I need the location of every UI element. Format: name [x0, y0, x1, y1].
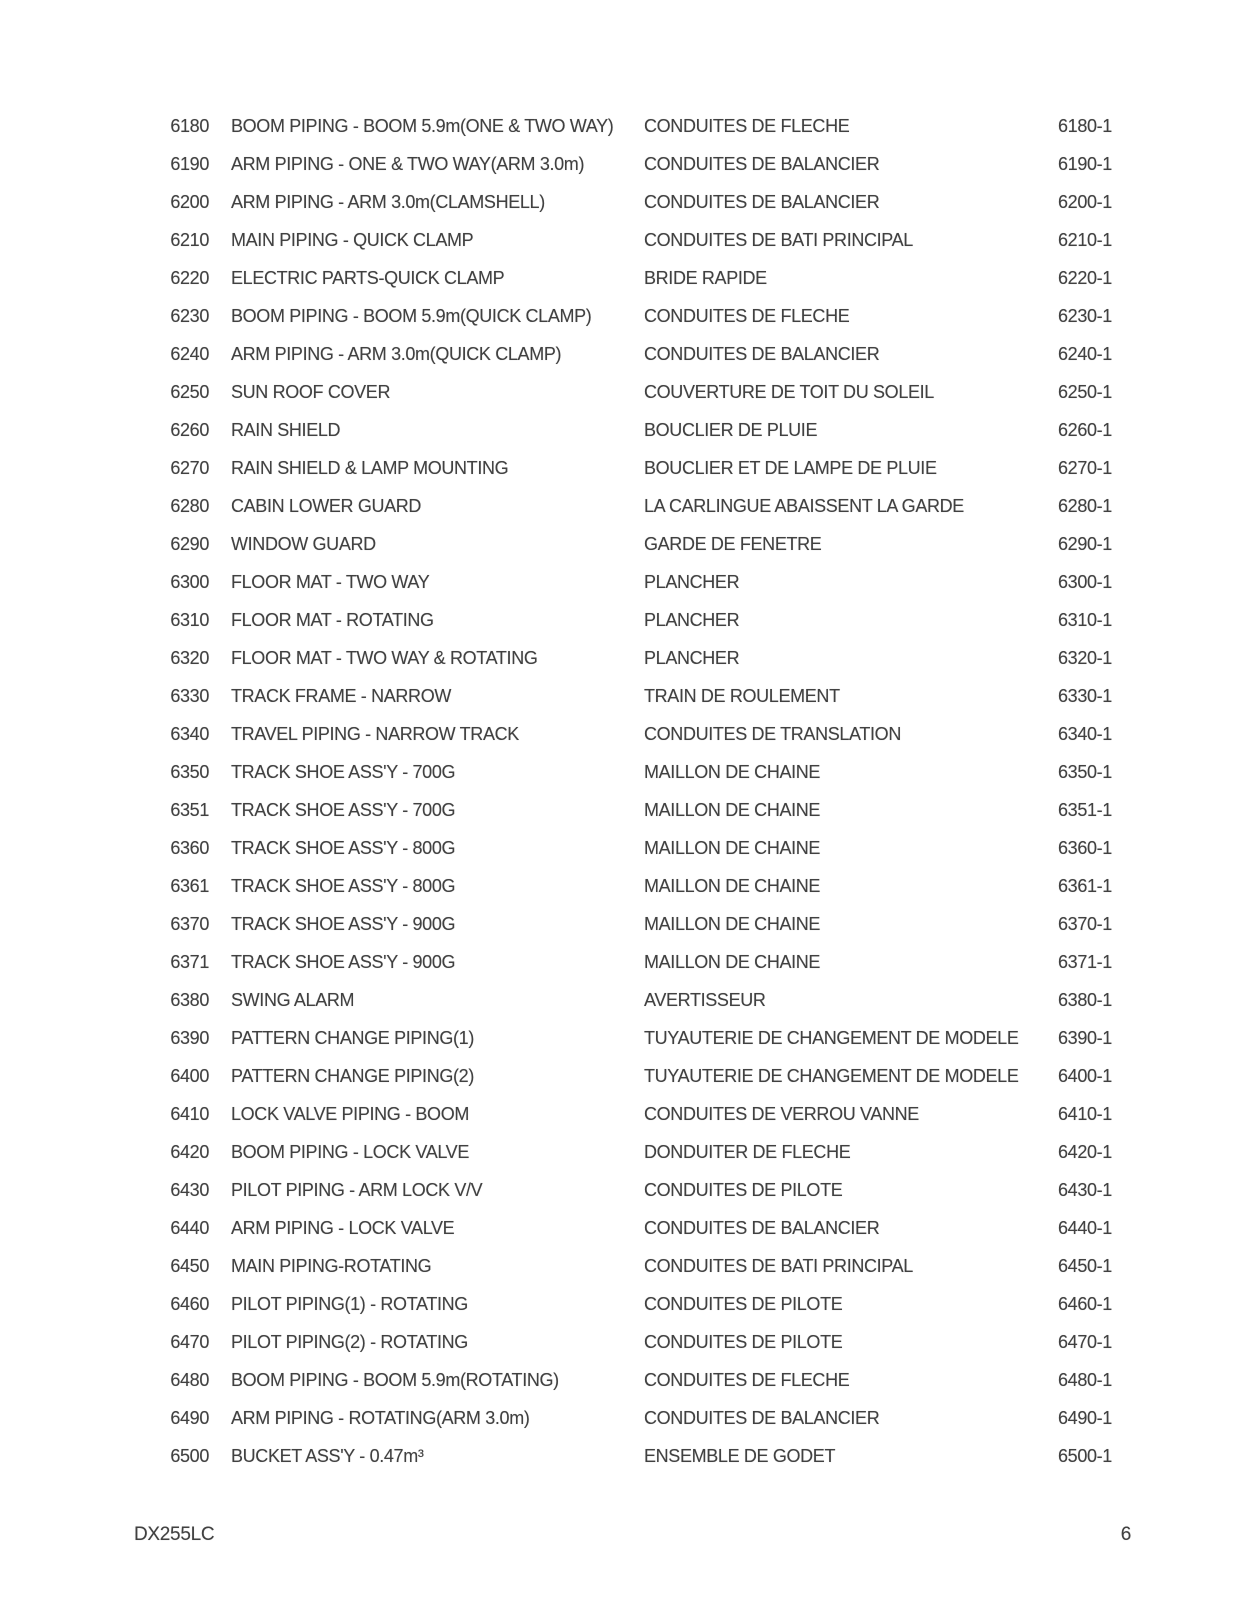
section-code: 6460 [170, 1294, 209, 1314]
page-footer [0, 1516, 1236, 1554]
parts-table [0, 107, 1236, 1475]
description-en: TRACK SHOE ASS'Y - 700G [231, 800, 456, 820]
page-reference: 6220-1 [1058, 268, 1112, 288]
description-en: RAIN SHIELD [231, 420, 341, 440]
section-code: 6400 [170, 1066, 209, 1086]
section-code: 6230 [170, 306, 209, 326]
page-reference: 6330-1 [1058, 686, 1112, 706]
page-reference: 6250-1 [1058, 382, 1112, 402]
page-reference: 6500-1 [1058, 1446, 1112, 1466]
table-row [0, 1323, 1236, 1361]
section-code: 6220 [170, 268, 209, 288]
section-code: 6440 [170, 1218, 209, 1238]
page-reference: 6280-1 [1058, 496, 1112, 516]
page-reference: 6300-1 [1058, 572, 1112, 592]
description-fr: MAILLON DE CHAINE [644, 762, 821, 782]
description-en: CABIN LOWER GUARD [231, 496, 422, 516]
page-reference: 6180-1 [1058, 116, 1112, 136]
description-fr: CONDUITES DE BATI PRINCIPAL [644, 1256, 913, 1276]
table-row [0, 487, 1236, 525]
description-fr: BOUCLIER DE PLUIE [644, 420, 818, 440]
page-reference: 6400-1 [1058, 1066, 1112, 1086]
description-fr: CONDUITES DE PILOTE [644, 1180, 843, 1200]
description-fr: CONDUITES DE BATI PRINCIPAL [644, 230, 913, 250]
page-reference: 6450-1 [1058, 1256, 1112, 1276]
description-fr: LA CARLINGUE ABAISSENT LA GARDE [644, 496, 964, 516]
description-en: ARM PIPING - ARM 3.0m(QUICK CLAMP) [231, 344, 562, 364]
section-code: 6430 [170, 1180, 209, 1200]
description-en: LOCK VALVE PIPING - BOOM [231, 1104, 469, 1124]
table-row [0, 525, 1236, 563]
section-code: 6370 [170, 914, 209, 934]
description-fr: CONDUITES DE BALANCIER [644, 192, 880, 212]
table-row [0, 259, 1236, 297]
section-code: 6320 [170, 648, 209, 668]
description-fr: AVERTISSEUR [644, 990, 766, 1010]
section-code: 6180 [170, 116, 209, 136]
description-fr: CONDUITES DE FLECHE [644, 116, 850, 136]
section-code: 6210 [170, 230, 209, 250]
table-row [0, 791, 1236, 829]
description-fr: GARDE DE FENETRE [644, 534, 822, 554]
table-row [0, 373, 1236, 411]
description-en: MAIN PIPING - QUICK CLAMP [231, 230, 474, 250]
description-en: PILOT PIPING - ARM LOCK V/V [231, 1180, 483, 1200]
description-fr: CONDUITES DE BALANCIER [644, 1218, 880, 1238]
description-en: FLOOR MAT - ROTATING [231, 610, 434, 630]
page-reference: 6490-1 [1058, 1408, 1112, 1428]
page-reference: 6270-1 [1058, 458, 1112, 478]
description-fr: BRIDE RAPIDE [644, 268, 767, 288]
section-code: 6480 [170, 1370, 209, 1390]
description-fr: PLANCHER [644, 572, 740, 592]
description-en: TRAVEL PIPING - NARROW TRACK [231, 724, 519, 744]
description-en: SUN ROOF COVER [231, 382, 391, 402]
description-fr: COUVERTURE DE TOIT DU SOLEIL [644, 382, 934, 402]
description-en: ELECTRIC PARTS-QUICK CLAMP [231, 268, 505, 288]
table-row [0, 1057, 1236, 1095]
description-en: WINDOW GUARD [231, 534, 376, 554]
table-row [0, 1437, 1236, 1475]
page-reference: 6361-1 [1058, 876, 1112, 896]
description-fr: MAILLON DE CHAINE [644, 952, 821, 972]
description-fr: TUYAUTERIE DE CHANGEMENT DE MODELE [644, 1066, 1019, 1086]
description-en: TRACK SHOE ASS'Y - 700G [231, 762, 456, 782]
table-row [0, 335, 1236, 373]
description-fr: TRAIN DE ROULEMENT [644, 686, 840, 706]
section-code: 6380 [170, 990, 209, 1010]
description-en: PILOT PIPING(2) - ROTATING [231, 1332, 468, 1352]
section-code: 6280 [170, 496, 209, 516]
description-fr: MAILLON DE CHAINE [644, 800, 821, 820]
page-reference: 6240-1 [1058, 344, 1112, 364]
section-code: 6260 [170, 420, 209, 440]
table-row [0, 715, 1236, 753]
description-en: ARM PIPING - ONE & TWO WAY(ARM 3.0m) [231, 154, 585, 174]
description-en: ARM PIPING - ROTATING(ARM 3.0m) [231, 1408, 530, 1428]
page-reference: 6350-1 [1058, 762, 1112, 782]
page-reference: 6410-1 [1058, 1104, 1112, 1124]
page-reference: 6360-1 [1058, 838, 1112, 858]
description-en: PILOT PIPING(1) - ROTATING [231, 1294, 468, 1314]
description-fr: CONDUITES DE BALANCIER [644, 1408, 880, 1428]
table-row [0, 1247, 1236, 1285]
page-reference: 6370-1 [1058, 914, 1112, 934]
description-fr: MAILLON DE CHAINE [644, 838, 821, 858]
section-code: 6500 [170, 1446, 209, 1466]
page-reference: 6351-1 [1058, 800, 1112, 820]
description-en: BOOM PIPING - BOOM 5.9m(ROTATING) [231, 1370, 559, 1390]
description-en: ARM PIPING - ARM 3.0m(CLAMSHELL) [231, 192, 545, 212]
description-en: PATTERN CHANGE PIPING(2) [231, 1066, 474, 1086]
page-reference: 6380-1 [1058, 990, 1112, 1010]
page-reference: 6210-1 [1058, 230, 1112, 250]
table-row [0, 677, 1236, 715]
description-en: FLOOR MAT - TWO WAY [231, 572, 430, 592]
page-reference: 6480-1 [1058, 1370, 1112, 1390]
table-row [0, 411, 1236, 449]
section-code: 6351 [170, 800, 209, 820]
table-row [0, 829, 1236, 867]
page-reference: 6371-1 [1058, 952, 1112, 972]
table-row [0, 183, 1236, 221]
description-en: TRACK FRAME - NARROW [231, 686, 451, 706]
description-en: TRACK SHOE ASS'Y - 800G [231, 838, 456, 858]
description-fr: CONDUITES DE BALANCIER [644, 154, 880, 174]
page-reference: 6340-1 [1058, 724, 1112, 744]
table-row [0, 639, 1236, 677]
description-en: SWING ALARM [231, 990, 355, 1010]
description-fr: CONDUITES DE TRANSLATION [644, 724, 901, 744]
table-row [0, 1399, 1236, 1437]
section-code: 6390 [170, 1028, 209, 1048]
page-reference: 6460-1 [1058, 1294, 1112, 1314]
section-code: 6290 [170, 534, 209, 554]
table-row [0, 1285, 1236, 1323]
section-code: 6490 [170, 1408, 209, 1428]
description-en: MAIN PIPING-ROTATING [231, 1256, 432, 1276]
table-row [0, 297, 1236, 335]
table-row [0, 1019, 1236, 1057]
section-code: 6361 [170, 876, 209, 896]
description-en: BOOM PIPING - LOCK VALVE [231, 1142, 469, 1162]
description-fr: CONDUITES DE PILOTE [644, 1332, 843, 1352]
description-en: PATTERN CHANGE PIPING(1) [231, 1028, 474, 1048]
description-fr: CONDUITES DE PILOTE [644, 1294, 843, 1314]
description-fr: BOUCLIER ET DE LAMPE DE PLUIE [644, 458, 937, 478]
table-row [0, 905, 1236, 943]
page-reference: 6440-1 [1058, 1218, 1112, 1238]
description-en: BOOM PIPING - BOOM 5.9m(ONE & TWO WAY) [231, 116, 614, 136]
section-code: 6300 [170, 572, 209, 592]
section-code: 6470 [170, 1332, 209, 1352]
page-reference: 6390-1 [1058, 1028, 1112, 1048]
description-fr: PLANCHER [644, 610, 740, 630]
description-fr: TUYAUTERIE DE CHANGEMENT DE MODELE [644, 1028, 1019, 1048]
page-reference: 6290-1 [1058, 534, 1112, 554]
description-fr: MAILLON DE CHAINE [644, 914, 821, 934]
section-code: 6200 [170, 192, 209, 212]
page-reference: 6430-1 [1058, 1180, 1112, 1200]
table-row [0, 107, 1236, 145]
page-reference: 6420-1 [1058, 1142, 1112, 1162]
description-en: TRACK SHOE ASS'Y - 900G [231, 952, 456, 972]
description-en: TRACK SHOE ASS'Y - 900G [231, 914, 456, 934]
section-code: 6240 [170, 344, 209, 364]
section-code: 6360 [170, 838, 209, 858]
table-row [0, 753, 1236, 791]
table-row [0, 221, 1236, 259]
page-reference: 6310-1 [1058, 610, 1112, 630]
section-code: 6420 [170, 1142, 209, 1162]
section-code: 6340 [170, 724, 209, 744]
description-en: ARM PIPING - LOCK VALVE [231, 1218, 455, 1238]
table-row [0, 981, 1236, 1019]
description-fr: CONDUITES DE FLECHE [644, 306, 850, 326]
table-row [0, 1361, 1236, 1399]
description-en: RAIN SHIELD & LAMP MOUNTING [231, 458, 509, 478]
section-code: 6250 [170, 382, 209, 402]
section-code: 6371 [170, 952, 209, 972]
section-code: 6410 [170, 1104, 209, 1124]
table-row [0, 449, 1236, 487]
table-row [0, 1133, 1236, 1171]
description-fr: CONDUITES DE FLECHE [644, 1370, 850, 1390]
page-reference: 6230-1 [1058, 306, 1112, 326]
description-en: TRACK SHOE ASS'Y - 800G [231, 876, 456, 896]
page-reference: 6260-1 [1058, 420, 1112, 440]
footer-page-number: 6 [1120, 1524, 1131, 1545]
section-code: 6310 [170, 610, 209, 630]
description-fr: PLANCHER [644, 648, 740, 668]
description-en: BUCKET ASS'Y - 0.47m³ [231, 1446, 424, 1466]
table-row [0, 1095, 1236, 1133]
section-code: 6350 [170, 762, 209, 782]
description-fr: CONDUITES DE BALANCIER [644, 344, 880, 364]
description-en: BOOM PIPING - BOOM 5.9m(QUICK CLAMP) [231, 306, 592, 326]
section-code: 6190 [170, 154, 209, 174]
description-en: FLOOR MAT - TWO WAY & ROTATING [231, 648, 538, 668]
footer-model: DX255LC [134, 1524, 215, 1545]
page-reference: 6470-1 [1058, 1332, 1112, 1352]
description-fr: MAILLON DE CHAINE [644, 876, 821, 896]
description-fr: CONDUITES DE VERROU VANNE [644, 1104, 919, 1124]
table-row [0, 145, 1236, 183]
page-reference: 6320-1 [1058, 648, 1112, 668]
section-code: 6270 [170, 458, 209, 478]
description-fr: DONDUITER DE FLECHE [644, 1142, 851, 1162]
table-row [0, 601, 1236, 639]
table-row [0, 943, 1236, 981]
table-row [0, 867, 1236, 905]
table-row [0, 563, 1236, 601]
page-reference: 6200-1 [1058, 192, 1112, 212]
page-reference: 6190-1 [1058, 154, 1112, 174]
section-code: 6450 [170, 1256, 209, 1276]
table-row [0, 1209, 1236, 1247]
table-row [0, 1171, 1236, 1209]
section-code: 6330 [170, 686, 209, 706]
description-fr: ENSEMBLE DE GODET [644, 1446, 836, 1466]
